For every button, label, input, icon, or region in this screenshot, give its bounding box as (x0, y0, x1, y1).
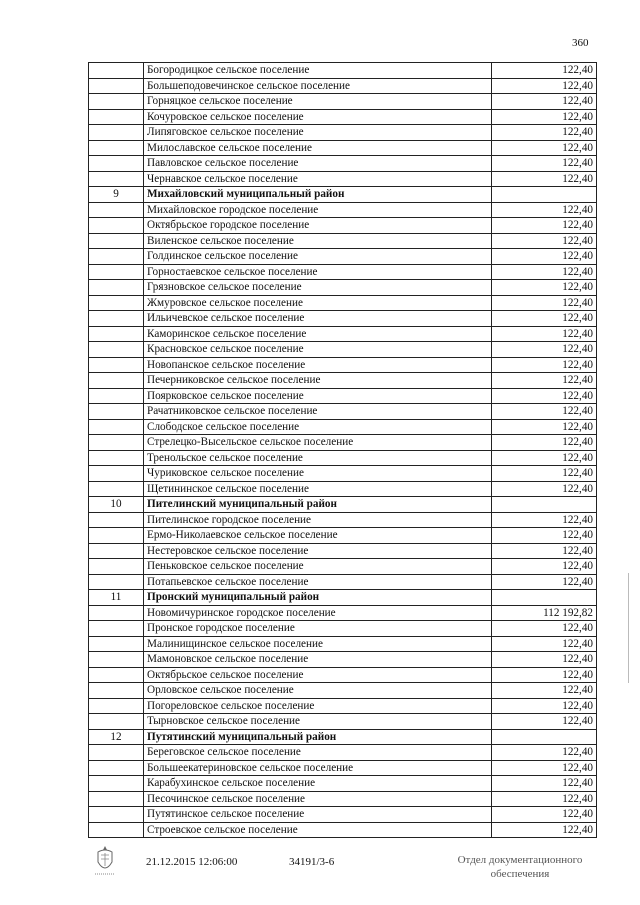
row-number-cell (89, 140, 144, 156)
row-number-cell (89, 605, 144, 621)
table-row (89, 249, 597, 265)
table-row (89, 776, 597, 792)
row-name-cell: Печерниковское сельское поселение (144, 373, 492, 389)
table-row (89, 574, 597, 590)
table-row (89, 264, 597, 280)
row-name-cell: Погореловское сельское поселение (144, 698, 492, 714)
row-name-cell: Песочинское сельское поселение (144, 791, 492, 807)
row-value-cell: 122,40 (492, 171, 597, 187)
table-row (89, 745, 597, 761)
row-number-cell (89, 714, 144, 730)
row-name-cell: Нестеровское сельское поселение (144, 543, 492, 559)
row-value-cell: 122,40 (492, 466, 597, 482)
table-row (89, 822, 597, 838)
table-row (89, 807, 597, 823)
row-value-cell: 122,40 (492, 264, 597, 280)
row-number-cell (89, 171, 144, 187)
row-name-cell: Ильичевское сельское поселение (144, 311, 492, 327)
table-row (89, 357, 597, 373)
row-number-cell (89, 342, 144, 358)
row-number-cell (89, 543, 144, 559)
row-name-cell: Пителинский муниципальный район (144, 497, 492, 513)
footer-datetime: 21.12.2015 12:06:00 (146, 856, 238, 868)
row-number-cell: 11 (89, 590, 144, 606)
row-number-cell (89, 822, 144, 838)
table-row (89, 466, 597, 482)
row-value-cell (492, 590, 597, 606)
row-name-cell: Новомичуринское городское поселение (144, 605, 492, 621)
table-section-row (89, 590, 597, 606)
footer-doc-number: 34191/3-6 (289, 856, 335, 868)
row-name-cell: Богородицкое сельское поселение (144, 63, 492, 79)
row-value-cell: 122,40 (492, 357, 597, 373)
row-value-cell: 122,40 (492, 311, 597, 327)
row-number-cell (89, 512, 144, 528)
row-name-cell: Горностаевское сельское поселение (144, 264, 492, 280)
row-name-cell: Малинищинское сельское поселение (144, 636, 492, 652)
row-value-cell: 122,40 (492, 109, 597, 125)
row-value-cell: 122,40 (492, 791, 597, 807)
row-value-cell: 122,40 (492, 233, 597, 249)
row-value-cell: 122,40 (492, 714, 597, 730)
department-stamp (435, 853, 605, 881)
table-row (89, 326, 597, 342)
table-row (89, 419, 597, 435)
row-number-cell (89, 373, 144, 389)
row-name-cell: Октябрьское сельское поселение (144, 667, 492, 683)
table-row (89, 94, 597, 110)
row-number-cell: 9 (89, 187, 144, 203)
table-row (89, 605, 597, 621)
row-number-cell (89, 94, 144, 110)
table-row (89, 652, 597, 668)
stamp-line-1: Отдел документационного (457, 854, 583, 866)
table-row (89, 342, 597, 358)
row-name-cell: Виленское сельское поселение (144, 233, 492, 249)
row-name-cell: Чуриковское сельское поселение (144, 466, 492, 482)
row-name-cell: Большеподовечинское сельское поселение (144, 78, 492, 94)
row-name-cell: Липяговское сельское поселение (144, 125, 492, 141)
row-number-cell (89, 78, 144, 94)
row-value-cell: 122,40 (492, 140, 597, 156)
row-name-cell: Пеньковское сельское поселение (144, 559, 492, 575)
table-section-row (89, 497, 597, 513)
row-number-cell: 10 (89, 497, 144, 513)
row-value-cell: 122,40 (492, 435, 597, 451)
row-number-cell (89, 311, 144, 327)
row-number-cell (89, 450, 144, 466)
table-section-row (89, 729, 597, 745)
row-number-cell (89, 435, 144, 451)
table-row (89, 698, 597, 714)
row-value-cell: 122,40 (492, 63, 597, 79)
table-row (89, 714, 597, 730)
row-number-cell (89, 233, 144, 249)
row-value-cell: 122,40 (492, 574, 597, 590)
row-number-cell (89, 652, 144, 668)
row-name-cell: Михайловское городское поселение (144, 202, 492, 218)
row-value-cell: 122,40 (492, 621, 597, 637)
row-value-cell (492, 497, 597, 513)
row-value-cell: 122,40 (492, 94, 597, 110)
row-value-cell: 122,40 (492, 295, 597, 311)
row-name-cell: Пронское городское поселение (144, 621, 492, 637)
row-name-cell: Жмуровское сельское поселение (144, 295, 492, 311)
row-value-cell: 122,40 (492, 419, 597, 435)
row-value-cell: 122,40 (492, 698, 597, 714)
row-name-cell: Тренольское сельское поселение (144, 450, 492, 466)
row-value-cell: 122,40 (492, 776, 597, 792)
table-row (89, 295, 597, 311)
row-value-cell: 122,40 (492, 652, 597, 668)
row-name-cell: Каморинское сельское поселение (144, 326, 492, 342)
table-row (89, 156, 597, 172)
row-value-cell (492, 729, 597, 745)
row-name-cell: Потапьевское сельское поселение (144, 574, 492, 590)
row-value-cell: 122,40 (492, 822, 597, 838)
table-row (89, 435, 597, 451)
table-row (89, 559, 597, 575)
row-number-cell (89, 528, 144, 544)
row-number-cell (89, 760, 144, 776)
table-row (89, 450, 597, 466)
row-name-cell: Грязновское сельское поселение (144, 280, 492, 296)
row-value-cell: 122,40 (492, 373, 597, 389)
row-name-cell: Голдинское сельское поселение (144, 249, 492, 265)
row-name-cell: Горняцкое сельское поселение (144, 94, 492, 110)
coat-of-arms-icon (92, 844, 118, 878)
row-number-cell (89, 574, 144, 590)
row-number-cell (89, 109, 144, 125)
row-value-cell (492, 187, 597, 203)
table-row (89, 388, 597, 404)
row-name-cell: Поярковское сельское поселение (144, 388, 492, 404)
table-row (89, 63, 597, 79)
row-value-cell: 122,40 (492, 218, 597, 234)
row-number-cell (89, 125, 144, 141)
row-number-cell (89, 202, 144, 218)
row-number-cell (89, 264, 144, 280)
row-number-cell (89, 249, 144, 265)
row-number-cell (89, 404, 144, 420)
row-value-cell: 122,40 (492, 528, 597, 544)
table-row (89, 683, 597, 699)
table-row (89, 667, 597, 683)
row-value-cell: 122,40 (492, 388, 597, 404)
row-number-cell (89, 156, 144, 172)
table-row (89, 140, 597, 156)
row-value-cell: 122,40 (492, 78, 597, 94)
row-name-cell: Орловское сельское поселение (144, 683, 492, 699)
row-value-cell: 122,40 (492, 326, 597, 342)
row-value-cell: 112 192,82 (492, 605, 597, 621)
table-row (89, 171, 597, 187)
row-name-cell: Новопанское сельское поселение (144, 357, 492, 373)
table-row (89, 528, 597, 544)
table-row (89, 543, 597, 559)
row-number-cell (89, 280, 144, 296)
row-number-cell (89, 419, 144, 435)
row-value-cell: 122,40 (492, 667, 597, 683)
row-value-cell: 122,40 (492, 249, 597, 265)
row-number-cell (89, 745, 144, 761)
table-row (89, 125, 597, 141)
row-name-cell: Мамоновское сельское поселение (144, 652, 492, 668)
table-row (89, 202, 597, 218)
row-number-cell: 12 (89, 729, 144, 745)
page-number: 360 (572, 37, 589, 49)
table-row (89, 760, 597, 776)
row-name-cell: Милославское сельское поселение (144, 140, 492, 156)
row-value-cell: 122,40 (492, 543, 597, 559)
row-value-cell: 122,40 (492, 125, 597, 141)
row-name-cell: Красновское сельское поселение (144, 342, 492, 358)
row-value-cell: 122,40 (492, 683, 597, 699)
row-value-cell: 122,40 (492, 512, 597, 528)
table-row (89, 621, 597, 637)
row-name-cell: Кочуровское сельское поселение (144, 109, 492, 125)
row-number-cell (89, 667, 144, 683)
row-number-cell (89, 63, 144, 79)
stamp-line-2: обеспечения (490, 868, 550, 880)
row-name-cell: Михайловский муниципальный район (144, 187, 492, 203)
row-value-cell: 122,40 (492, 280, 597, 296)
row-number-cell (89, 466, 144, 482)
row-number-cell (89, 481, 144, 497)
settlements-table (88, 62, 597, 838)
table-row (89, 404, 597, 420)
row-name-cell: Пронский муниципальный район (144, 590, 492, 606)
row-name-cell: Стрелецко-Высельское сельское поселение (144, 435, 492, 451)
row-number-cell (89, 295, 144, 311)
row-value-cell: 122,40 (492, 807, 597, 823)
row-name-cell: Ермо-Николаевское сельское поселение (144, 528, 492, 544)
table-row (89, 78, 597, 94)
row-number-cell (89, 776, 144, 792)
row-number-cell (89, 807, 144, 823)
table-row (89, 636, 597, 652)
row-name-cell: Октябрьское городское поселение (144, 218, 492, 234)
row-value-cell: 122,40 (492, 202, 597, 218)
row-name-cell: Большеекатериновское сельское поселение (144, 760, 492, 776)
table-body (89, 63, 597, 838)
table-row (89, 280, 597, 296)
row-number-cell (89, 357, 144, 373)
row-number-cell (89, 636, 144, 652)
row-value-cell: 122,40 (492, 404, 597, 420)
table-row (89, 791, 597, 807)
row-number-cell (89, 621, 144, 637)
row-name-cell: Рачатниковское сельское поселение (144, 404, 492, 420)
row-name-cell: Пителинское городское поселение (144, 512, 492, 528)
row-name-cell: Щетининское сельское поселение (144, 481, 492, 497)
row-value-cell: 122,40 (492, 156, 597, 172)
row-value-cell: 122,40 (492, 760, 597, 776)
row-value-cell: 122,40 (492, 342, 597, 358)
table-row (89, 218, 597, 234)
row-name-cell: Павловское сельское поселение (144, 156, 492, 172)
row-number-cell (89, 698, 144, 714)
table-row (89, 373, 597, 389)
row-number-cell (89, 388, 144, 404)
row-name-cell: Чернавское сельское поселение (144, 171, 492, 187)
table-row (89, 233, 597, 249)
row-name-cell: Путятинский муниципальный район (144, 729, 492, 745)
row-number-cell (89, 218, 144, 234)
row-number-cell (89, 791, 144, 807)
row-number-cell (89, 559, 144, 575)
table-row (89, 311, 597, 327)
margin-mark (628, 573, 635, 683)
row-number-cell (89, 326, 144, 342)
row-name-cell: Путятинское сельское поселение (144, 807, 492, 823)
row-value-cell: 122,40 (492, 745, 597, 761)
row-value-cell: 122,40 (492, 559, 597, 575)
row-number-cell (89, 683, 144, 699)
table-row (89, 481, 597, 497)
row-name-cell: Карабухинское сельское поселение (144, 776, 492, 792)
table-section-row (89, 187, 597, 203)
row-name-cell: Слободское сельское поселение (144, 419, 492, 435)
row-name-cell: Тырновское сельское поселение (144, 714, 492, 730)
row-name-cell: Береговское сельское поселение (144, 745, 492, 761)
table-row (89, 109, 597, 125)
row-name-cell: Строевское сельское поселение (144, 822, 492, 838)
row-value-cell: 122,40 (492, 481, 597, 497)
table-row (89, 512, 597, 528)
row-value-cell: 122,40 (492, 636, 597, 652)
row-value-cell: 122,40 (492, 450, 597, 466)
